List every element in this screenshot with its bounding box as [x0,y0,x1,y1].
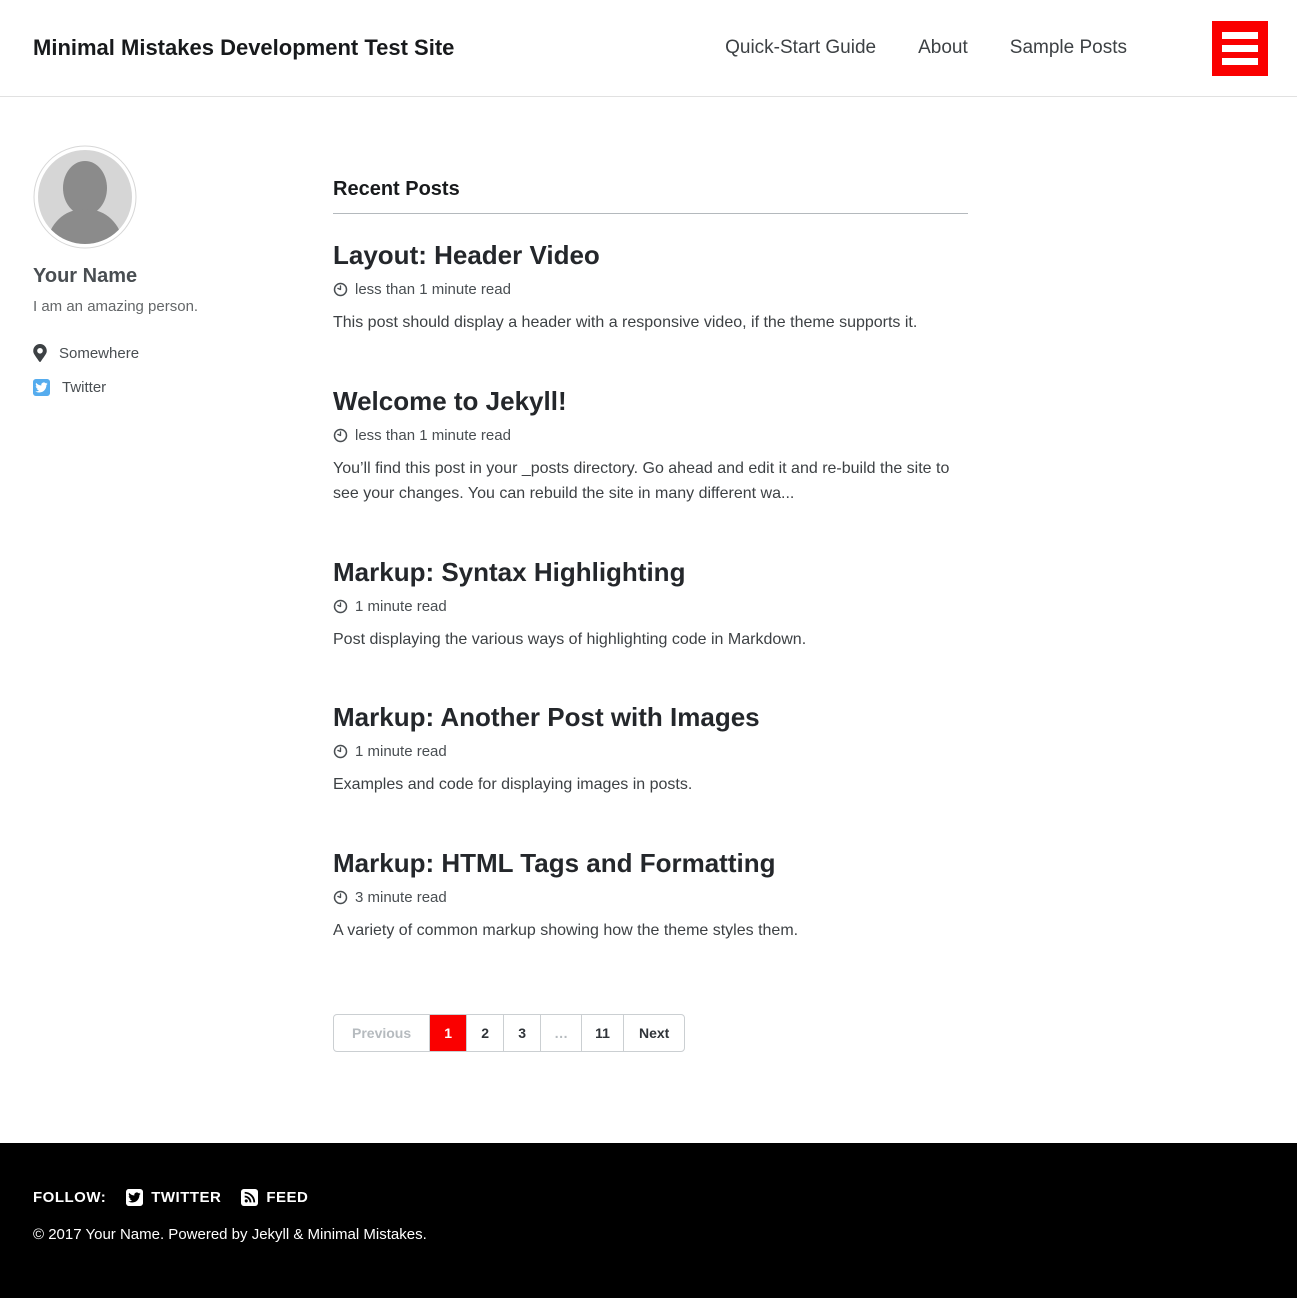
post-meta [333,889,968,906]
follow-label: FOLLOW: [33,1189,107,1206]
twitter-square-icon [126,1189,143,1206]
masthead-inner [0,0,1297,96]
post-meta [333,281,968,298]
author-link-label: Somewhere [59,344,140,362]
pagination [333,1014,685,1052]
read-time: 1 minute read [355,743,447,761]
pagination-previous: Previous [334,1015,430,1051]
post-meta [333,743,968,760]
pagination-page-3[interactable]: 3 [504,1015,541,1051]
clock-icon [333,744,348,759]
author-link-location[interactable] [33,343,333,363]
post-excerpt: You’ll find this post in your _posts directory. Go ahead and edit it and re-build the site to see your changes. You can rebuild the site in many different wa... [333,459,950,503]
pagination-page-2[interactable]: 2 [467,1015,504,1051]
author-sidebar [33,97,333,411]
twitter-icon [33,379,50,396]
footer-link-twitter[interactable] [126,1189,221,1206]
author-link-label: Twitter [62,378,107,396]
read-time: 3 minute read [355,888,447,906]
site-footer [0,1143,1297,1298]
main-content [333,97,968,1092]
site-title[interactable]: Minimal Mistakes Development Test Site [33,35,455,60]
nav-link-sample-posts[interactable]: Sample Posts [1009,37,1127,58]
post-title-link[interactable]: Layout: Header Video [333,240,600,270]
pagination-page-11[interactable]: 11 [582,1015,624,1051]
pagination-page-1[interactable]: 1 [430,1015,467,1051]
jekyll-link[interactable]: Jekyll [251,1226,290,1243]
read-time: 1 minute read [355,597,447,615]
post-excerpt: Examples and code for displaying images in posts. [333,776,693,794]
author-name: Your Name [33,265,138,287]
post-item [333,386,968,507]
content-wrap [0,97,1297,1143]
post-title-link[interactable]: Markup: Syntax Highlighting [333,556,686,587]
hamburger-menu-icon [1222,32,1258,65]
clock-icon [333,282,348,297]
copyright-text: © 2017 Your Name. Powered by [33,1226,252,1243]
read-time: less than 1 minute read [355,281,511,298]
nav-link-quick-start-guide[interactable]: Quick-Start Guide [725,37,877,58]
post-excerpt: Post displaying the various ways of highlighting code in Markdown. [333,630,807,648]
nav-link-about[interactable]: About [918,37,968,58]
post-item [333,240,968,336]
rss-square-icon [241,1189,258,1206]
avatar [33,145,137,249]
author-links [33,343,333,397]
clock-icon [333,428,348,443]
pagination-ellipsis: … [541,1015,582,1051]
clock-icon [333,890,348,905]
post-meta [333,598,968,615]
footer-link-feed[interactable] [241,1189,308,1206]
masthead-nav [725,21,1268,76]
clock-icon [333,599,348,614]
copyright-separator: & [289,1226,308,1243]
pagination-next[interactable]: Next [638,1024,670,1041]
post-item [333,702,968,798]
copyright-suffix: . [422,1226,427,1243]
menu-toggle-button[interactable] [1212,21,1268,76]
post-excerpt: This post should display a header with a responsive video, if the theme supports it. [333,314,918,331]
post-excerpt: A variety of common markup showing how the theme styles them. [333,921,799,939]
footer-link-label: TWITTER [151,1189,222,1206]
footer-follow-row [33,1189,1264,1206]
author-bio: I am an amazing person. [33,298,199,315]
post-title-link[interactable]: Markup: Another Post with Images [333,702,760,733]
masthead [0,0,1297,97]
post-title-link[interactable]: Markup: HTML Tags and Formatting [333,847,776,878]
footer-link-label: FEED [266,1189,309,1206]
read-time: less than 1 minute read [355,426,511,444]
post-item [333,848,968,944]
post-item [333,557,968,653]
recent-posts-heading: Recent Posts [333,178,968,214]
map-marker-icon [33,344,47,362]
post-title-link[interactable]: Welcome to Jekyll! [333,385,567,416]
post-meta [333,427,968,444]
author-link-twitter[interactable] [33,377,333,397]
copyright [33,1226,1264,1243]
minimal-mistakes-link[interactable]: Minimal Mistakes [307,1226,423,1243]
